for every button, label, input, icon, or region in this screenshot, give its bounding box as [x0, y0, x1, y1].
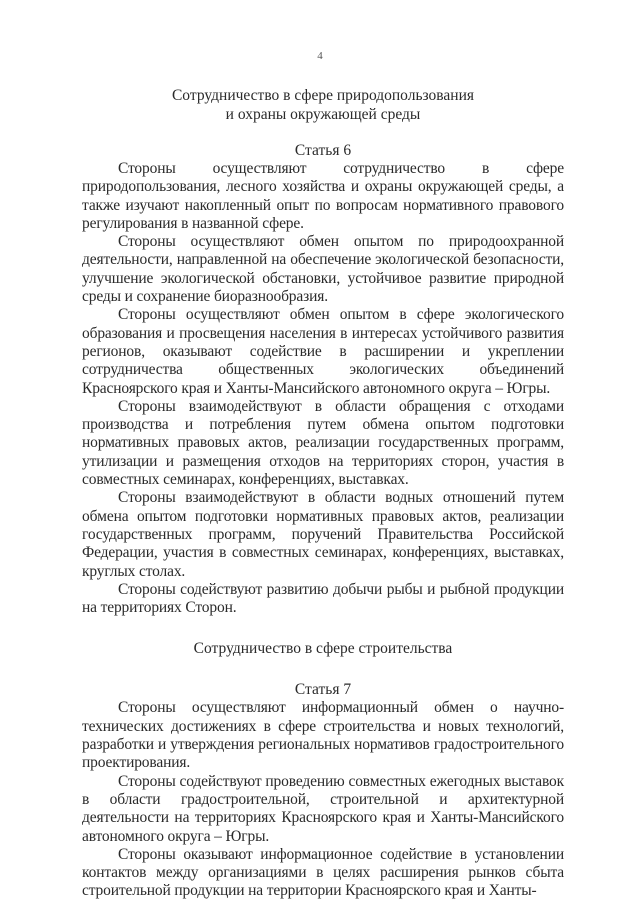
paragraph: Стороны осуществляют обмен опытом в сфере экологического образования и просвещения населения в интересах устойчивого развития регионов, оказывают содействие в расширении и укреплении сотрудничества общественных экологических объединений Красноярского края и Ханты-Мансийского автономного округа – Югры.	[82, 306, 564, 397]
paragraph: Стороны содействуют проведению совместных ежегодных выставок в области градостроительной, строительной и архитектурной деятельности на территориях Красноярского края и Ханты-Мансийского автономного округа – Югры.	[82, 772, 564, 845]
section-environment	[82, 86, 564, 617]
page-number: 4	[317, 50, 323, 62]
paragraph: Стороны взаимодействуют в области обращения с отходами производства и потребления путем обмена опытом подготовки нормативных правовых актов, реализации государственных программ, утилизации и размещения отходов на территориях сторон, участия в совместных семинарах, конференциях, выставках.	[82, 397, 564, 489]
document-body	[82, 86, 564, 901]
paragraph: Стороны оказывают информационное содействие в установлении контактов между организациями в целях расширения рынков сбыта строительной продукции на территории Красноярского края и Ханты-	[82, 845, 564, 900]
paragraph: Стороны взаимодействуют в области водных отношений путем обмена опытом подготовки нормативных правовых актов, реализации государственных программ, поручений Правительства Российской Федерации, участия в совместных семинарах, конференциях, выставках, круглых столах.	[82, 489, 564, 580]
section-title: Сотрудничество в сфере природопользования	[171, 87, 475, 104]
article-title: Статья 6	[294, 142, 352, 159]
section-title: и охраны окружающей среды	[225, 106, 421, 123]
paragraph: Стороны осуществляют информационный обмен о научно-технических достижениях в сфере строительства и новых технологий, разработки и утверждения региональных нормативов градостроительного проектирования.	[82, 699, 564, 772]
section-construction	[82, 639, 564, 900]
paragraph: Стороны содействуют развитию добычи рыбы и рыбной продукции на территориях Сторон.	[82, 580, 564, 617]
paragraph: Стороны осуществляют сотрудничество в сфере природопользования, лесного хозяйства и охраны окружающей среды, а также изучают накопленный опыт по вопросам нормативного правового регулирования в названной сфере.	[82, 160, 564, 232]
section-title: Сотрудничество в сфере строительства	[193, 640, 453, 658]
article-title: Статья 7	[294, 681, 352, 699]
paragraph: Стороны осуществляют обмен опытом по природоохранной деятельности, направленной на обеспечение экологической безопасности, улучшение экологической обстановки, устойчивое развитие природной среды и сохранение биоразнообразия.	[82, 233, 564, 306]
